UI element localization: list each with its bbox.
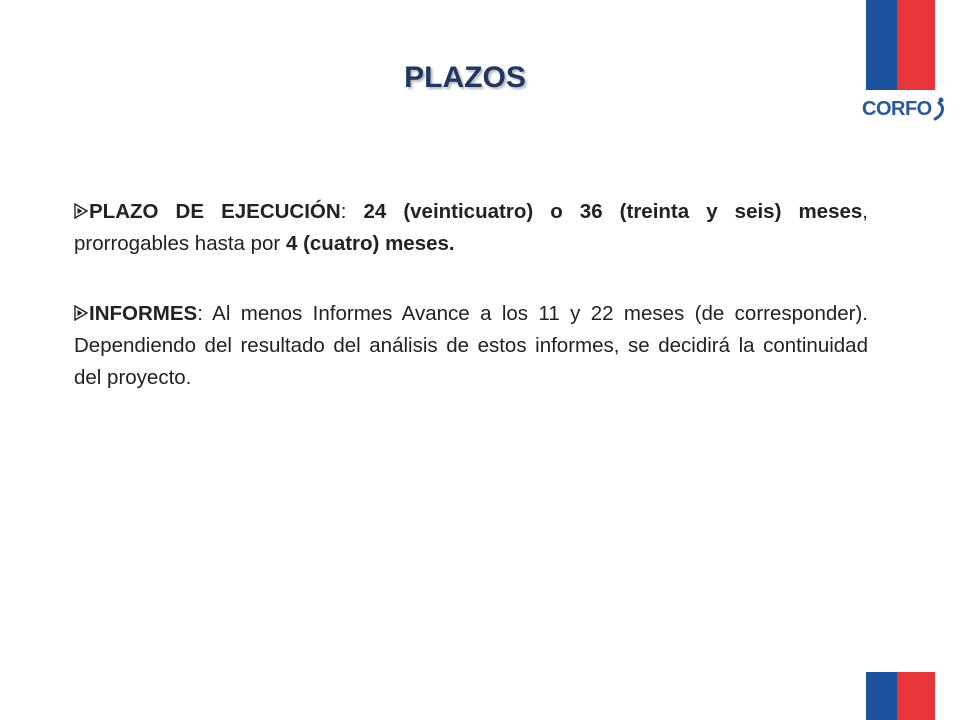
item-separator: : — [197, 302, 213, 325]
item-text-bold: 24 (veinticuatro) o 36 (treinta y seis) meses — [363, 200, 863, 223]
page-title: PLAZOS — [404, 61, 526, 94]
flag-decoration-bottom — [866, 672, 935, 720]
corfo-logo-text: CORFO — [862, 98, 932, 120]
item-label: PLAZO DE EJECUCIÓN — [89, 200, 341, 223]
item-text-bold: 4 (cuatro) meses. — [285, 232, 455, 255]
item-separator: : — [340, 200, 364, 223]
list-item-informes — [74, 298, 868, 394]
arrow-bullet-icon — [74, 203, 88, 219]
corfo-emblem-icon — [933, 97, 947, 121]
item-text: Al menos Informes Avance a los 11 y 22 meses (de corresponder). Dependiendo del resultado del análisis de estos informes, se decidirá la continuidad del proyecto. — [74, 302, 868, 389]
item-label: INFORMES — [89, 302, 198, 325]
arrow-bullet-icon — [74, 305, 88, 321]
item-text: , prorrogables hasta por — [74, 200, 868, 255]
flag-stripe-blue — [866, 672, 897, 720]
content-list — [74, 196, 868, 432]
list-item-plazo — [74, 196, 868, 260]
flag-stripe-red — [897, 672, 935, 720]
